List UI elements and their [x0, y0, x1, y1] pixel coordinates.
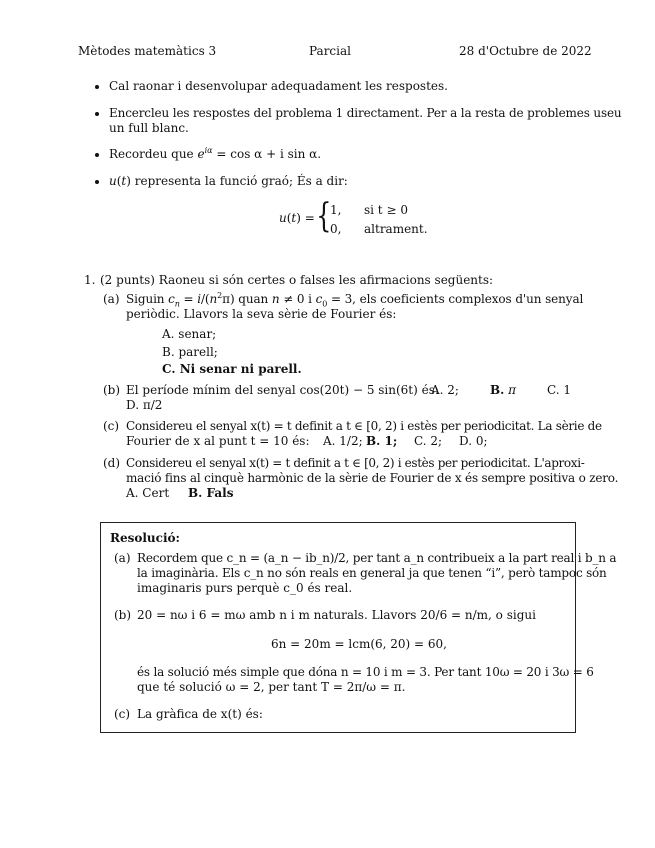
part-a-option-a[interactable]: A. senar;	[162, 327, 217, 341]
part-a-end: = 3, els coeficients complexos d'un senyal	[330, 292, 584, 306]
part-a-line1: Siguin $c_n = i/(n^2\pi)$ quan n ≠ 0 i $c_0 = 3$, els coeficients complexos d'un senyal	[126, 291, 584, 309]
step-func-symbol: u	[109, 174, 117, 188]
instruction-3-text: Recordeu que	[109, 147, 194, 161]
resolution-a-line1: Recordem que c_n = (a_n − ib_n)/2, per tant a_n contribueix a la part real i b_n a	[137, 551, 617, 565]
resolution-b-label: (b)	[114, 608, 132, 622]
part-a-option-c[interactable]: C. Ni senar ni parell.	[162, 362, 302, 376]
step-function-lhs: u(t) =	[279, 211, 315, 225]
header-date: 28 d'Octubre de 2022	[459, 44, 592, 58]
euler-exponent: $e^{i\alpha}$	[197, 146, 213, 161]
resolution-c-line1: La gràfica de x(t) és:	[137, 707, 263, 721]
part-c-option-b[interactable]: B. 1;	[366, 434, 398, 448]
resolution-c-label: (c)	[114, 707, 131, 721]
part-c-option-a[interactable]: A. 1/2;	[323, 434, 363, 448]
resolution-b-line3: que té solució ω = 2, per tant T = 2π/ω = π.	[137, 680, 406, 694]
part-d-option-b[interactable]: B. Fals	[188, 486, 234, 500]
resolution-b-line1: 20 = nω i 6 = mω amb n i m naturals. Llavors 20/6 = n/m, o sigui	[137, 608, 536, 622]
instruction-3	[109, 147, 321, 161]
bullet-icon	[95, 180, 99, 184]
bullet-icon	[95, 112, 99, 116]
instruction-2-line1: Encercleu les respostes del problema 1 directament. Per a la resta de problemes useu	[109, 106, 622, 120]
bullet-icon	[95, 85, 99, 89]
part-c-line1: Considereu el senyal x(t) = t definit a t ∈ [0, 2) i estès per periodicitat. La sèrie de	[126, 419, 602, 433]
header-type: Parcial	[309, 44, 351, 58]
part-b-line1: El període mínim del senyal cos(20t) − 5 sin(6t) és:	[126, 383, 439, 397]
instruction-4: u(t) representa la funció graó; És a dir:	[109, 174, 348, 188]
instruction-4-text: representa la funció graó; És a dir:	[134, 174, 348, 188]
part-b-label: (b)	[103, 383, 121, 397]
resolution-b-line2: és la solució més simple que dóna n = 10 i m = 3. Per tant 10ω = 20 i 3ω = 6	[137, 665, 594, 679]
problem-intro: (2 punts) Raoneu si són certes o falses les afirmacions següents:	[100, 273, 494, 287]
part-c-line2: Fourier de x al punt t = 10 és:	[126, 434, 310, 448]
step-case1-cond: si t ≥ 0	[364, 203, 408, 217]
resolution-a-line2: la imaginària. Els c_n no són reals en general ja que tenen “i”, però tampoc són	[137, 566, 607, 580]
part-d-label: (d)	[103, 456, 121, 470]
part-a-pre: Siguin	[126, 292, 165, 306]
resolution-b-equation: 6n = 20m = lcm(6, 20) = 60,	[271, 637, 447, 651]
part-b-option-b-letter: B.	[490, 383, 505, 397]
part-a-post: ≠ 0 i	[283, 292, 312, 306]
part-d-line2: mació fins al cinquè harmònic de la sèrie de Fourier de x és sempre positiva o zero.	[126, 471, 619, 485]
euler-formula: = cos α + i sin α.	[216, 147, 322, 161]
resolution-a-line3: imaginaris purs perquè c_0 és real.	[137, 581, 353, 595]
part-b-option-b-value: π	[508, 383, 517, 397]
resolution-a-label: (a)	[114, 551, 131, 565]
step-case2-val: 0,	[330, 222, 342, 236]
part-c-option-c[interactable]: C. 2;	[414, 434, 443, 448]
part-a-line2: periòdic. Llavors la seva sèrie de Fourier és:	[126, 307, 397, 321]
problem-number: 1.	[84, 273, 96, 287]
part-b-option-b[interactable]	[490, 383, 516, 397]
part-c-label: (c)	[103, 419, 120, 433]
resolution-title: Resolució:	[110, 531, 180, 545]
part-b-option-c[interactable]: C. 1	[547, 383, 572, 397]
part-a-label: (a)	[103, 292, 120, 306]
part-b-option-d[interactable]: D. π/2	[126, 398, 163, 412]
bullet-icon	[95, 153, 99, 157]
step-case2-cond: altrament.	[364, 222, 428, 236]
brace-icon: {	[316, 196, 332, 236]
step-case1-val: 1,	[330, 203, 342, 217]
instruction-1: Cal raonar i desenvolupar adequadament les respostes.	[109, 79, 448, 93]
part-b-option-a[interactable]: A. 2;	[431, 383, 459, 397]
part-d-option-a[interactable]: A. Cert	[126, 486, 170, 500]
part-a-option-b[interactable]: B. parell;	[162, 345, 218, 359]
header-course: Mètodes matemàtics 3	[78, 44, 217, 58]
part-d-line1: Considereu el senyal x(t) = t definit a t ∈ [0, 2) i estès per periodicitat. L'aproxi-	[126, 456, 585, 470]
part-a-mid: quan	[238, 292, 269, 306]
instruction-2-line2: un full blanc.	[109, 121, 189, 135]
part-c-option-d[interactable]: D. 0;	[459, 434, 488, 448]
